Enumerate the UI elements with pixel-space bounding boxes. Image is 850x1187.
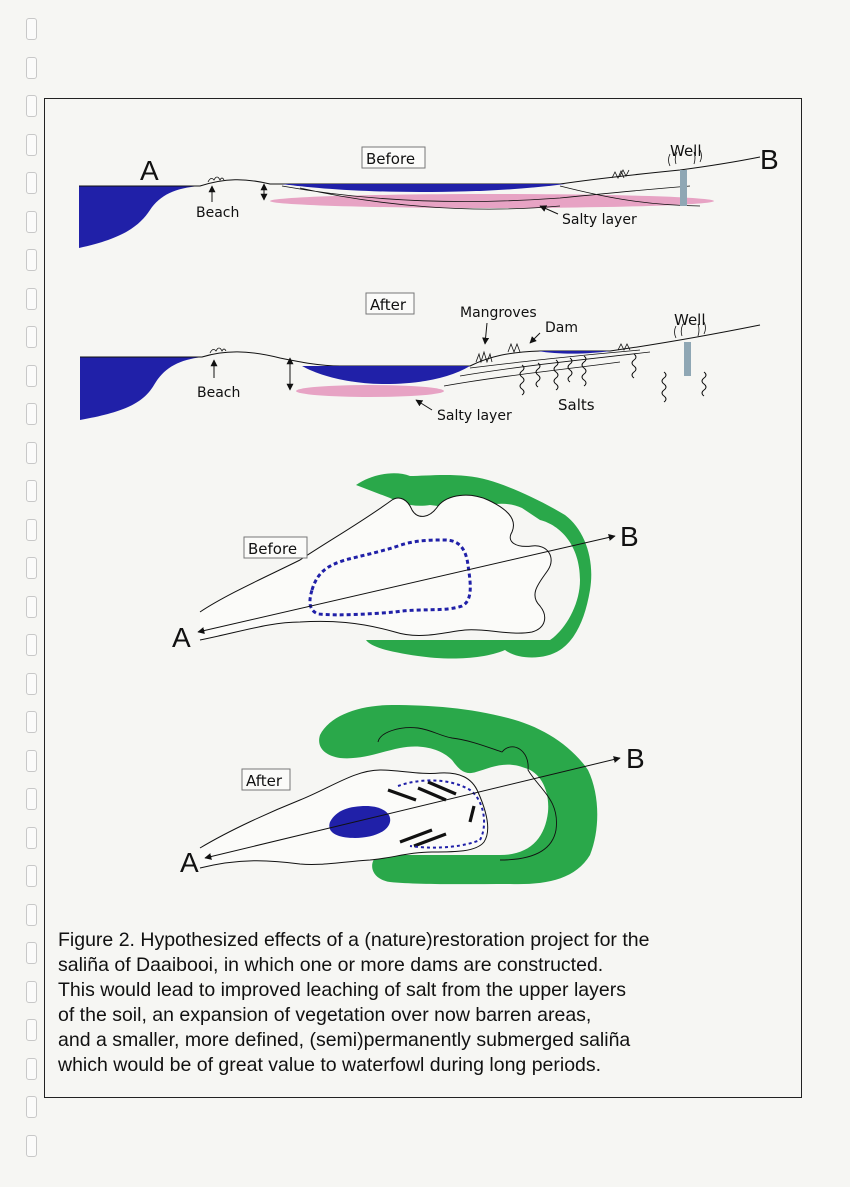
well-label: Well (670, 142, 702, 160)
beach-label: Beach (197, 385, 241, 401)
after-label: After (246, 772, 283, 790)
point-a-label: A (172, 622, 191, 653)
salty-layer-pointer (416, 400, 432, 410)
before-label: Before (248, 540, 298, 558)
after-label: After (370, 296, 407, 314)
caption-line: and a smaller, more defined, (semi)permanently submerged saliña (58, 1029, 631, 1051)
beach-label: Beach (196, 205, 240, 221)
point-b-label: B (760, 144, 779, 175)
point-a-label: A (140, 155, 159, 186)
caption-line: which would be of great value to waterfowl during long periods. (58, 1054, 602, 1076)
well-shaft (684, 342, 691, 376)
caption-line: This would lead to improved leaching of salt from the upper layers (58, 979, 626, 1001)
map-before (172, 473, 639, 658)
dam-pond (538, 351, 610, 354)
sea-water (80, 357, 202, 420)
salina-water (282, 184, 565, 192)
salty-layer-label: Salty layer (562, 212, 637, 228)
figure-caption (58, 928, 778, 1078)
salt-squiggles (520, 354, 706, 402)
point-a-label: A (180, 847, 199, 878)
caption-line: of the soil, an expansion of vegetation over now barren areas, (58, 1004, 592, 1026)
map-after (180, 705, 645, 884)
cross-section-before (79, 142, 779, 248)
dam-pointer (530, 333, 540, 343)
mangroves-label: Mangroves (460, 305, 537, 321)
subsurface-lines (444, 350, 650, 386)
caption-line: saliña of Daaibooi, in which one or more dams are constructed. (58, 954, 604, 976)
caption-line: Figure 2. Hypothesized effects of a (nature)restoration project for the (58, 929, 650, 951)
cross-section-after (80, 293, 760, 424)
mangroves-pointer (485, 323, 487, 344)
dam-label: Dam (545, 320, 578, 336)
salina-water (302, 366, 470, 384)
point-b-label: B (620, 521, 639, 552)
salts-label: Salts (558, 396, 595, 414)
salty-layer-label: Salty layer (437, 408, 512, 424)
before-label: Before (366, 150, 416, 168)
point-b-label: B (626, 743, 645, 774)
well-shaft (680, 170, 687, 206)
well-label: Well (674, 311, 706, 329)
salina-outline (200, 495, 551, 640)
sea-water (79, 186, 200, 248)
salty-layer-band (296, 385, 444, 397)
